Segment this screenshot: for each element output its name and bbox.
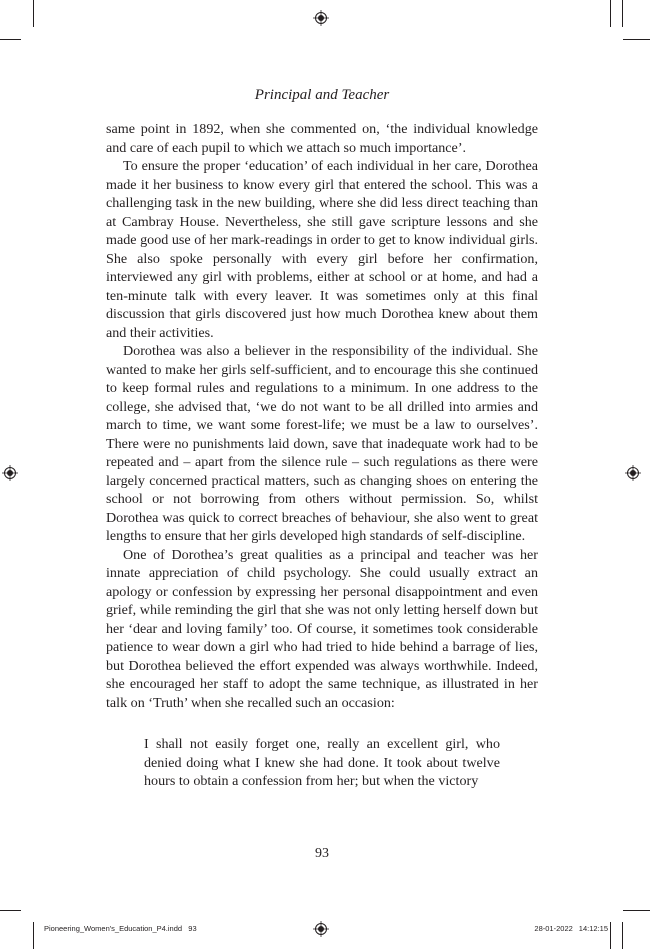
slug-timestamp bbox=[534, 924, 608, 933]
running-header: Principal and Teacher bbox=[254, 87, 390, 103]
crop-mark bbox=[610, 922, 611, 949]
crop-mark bbox=[0, 910, 21, 911]
page-body bbox=[106, 120, 538, 791]
paragraph: Dorothea was also a believer in the responsibility of the individual. She wanted to make her girls self-sufficient, and to encourage this she continued to keep formal rules and regulations to a minimum. In one address to the college, she advised that, ‘we do not want to be all drilled into armies and march to time, we want some forest-life; we must be a law to ourselves’. There were no punishments laid down, save that inadequate work had to be repeated and – apart from the silence rule – such regulations as there were largely concerned practical matters, such as changing shoes on entering the school or not borrowing from others without permission. So, whilst Dorothea was quick to correct breaches of behaviour, she also went to great lengths to ensure that her girls developed high standards of self-discipline. bbox=[106, 343, 538, 544]
block-quote: I shall not easily forget one, really an excellent girl, who denied doing what I knew she had done. It took about twelve hours to obtain a confession from her; but when the victory bbox=[144, 736, 500, 789]
registration-mark-icon bbox=[625, 465, 641, 481]
crop-mark bbox=[623, 910, 650, 911]
crop-mark bbox=[622, 0, 623, 27]
slug-date: 28-01-2022 bbox=[534, 924, 573, 933]
crop-mark bbox=[33, 922, 34, 949]
slug-time: 14:12:15 bbox=[578, 924, 608, 933]
crop-mark bbox=[0, 39, 21, 40]
paragraph: To ensure the proper ‘education’ of each individual in her care, Dorothea made it her business to know every girl that entered the school. This was a challenging task in the new building, where she did less direct teaching than at Cambray House. Nevertheless, she still gave scripture lessons and she made good use of her mark-readings in order to get to know individual girls. She also spoke personally with every girl before her confirmation, interviewed any girl with problems, either at school or at home, and had a ten-minute talk with every leaver. It was sometimes only at this final discussion that girls discovered just how much Dorothea knew about them and their activities. bbox=[106, 158, 538, 341]
page-number: 93 bbox=[315, 846, 329, 861]
crop-mark bbox=[622, 922, 623, 949]
slug-filename: Pioneering_Women's_Education_P4.indd 93 bbox=[44, 924, 197, 933]
registration-mark-icon bbox=[313, 921, 329, 937]
paragraph: One of Dorothea’s great qualities as a principal and teacher was her innate appreciation of child psychology. She could usually extract an apology or confession by expressing her personal disappointment and even grief, while reminding the girl that she was not only letting herself down but her ‘dear and loving family’ too. Of course, it sometimes took considerable patience to wear down a girl who had tried to hide behind a barrage of lies, but Dorothea believed the effort expended was always worthwhile. Indeed, she encouraged her staff to adopt the same technique, as illustrated in her talk on ‘Truth’ when she recalled such an occasion: bbox=[106, 546, 538, 711]
registration-mark-icon bbox=[2, 465, 18, 481]
paragraph: same point in 1892, when she commented on, ‘the individual knowledge and care of each pupil to which we attach so much importance’. bbox=[106, 121, 538, 156]
crop-mark bbox=[33, 0, 34, 27]
crop-mark bbox=[610, 0, 611, 27]
crop-mark bbox=[623, 39, 650, 40]
registration-mark-icon bbox=[313, 10, 329, 26]
